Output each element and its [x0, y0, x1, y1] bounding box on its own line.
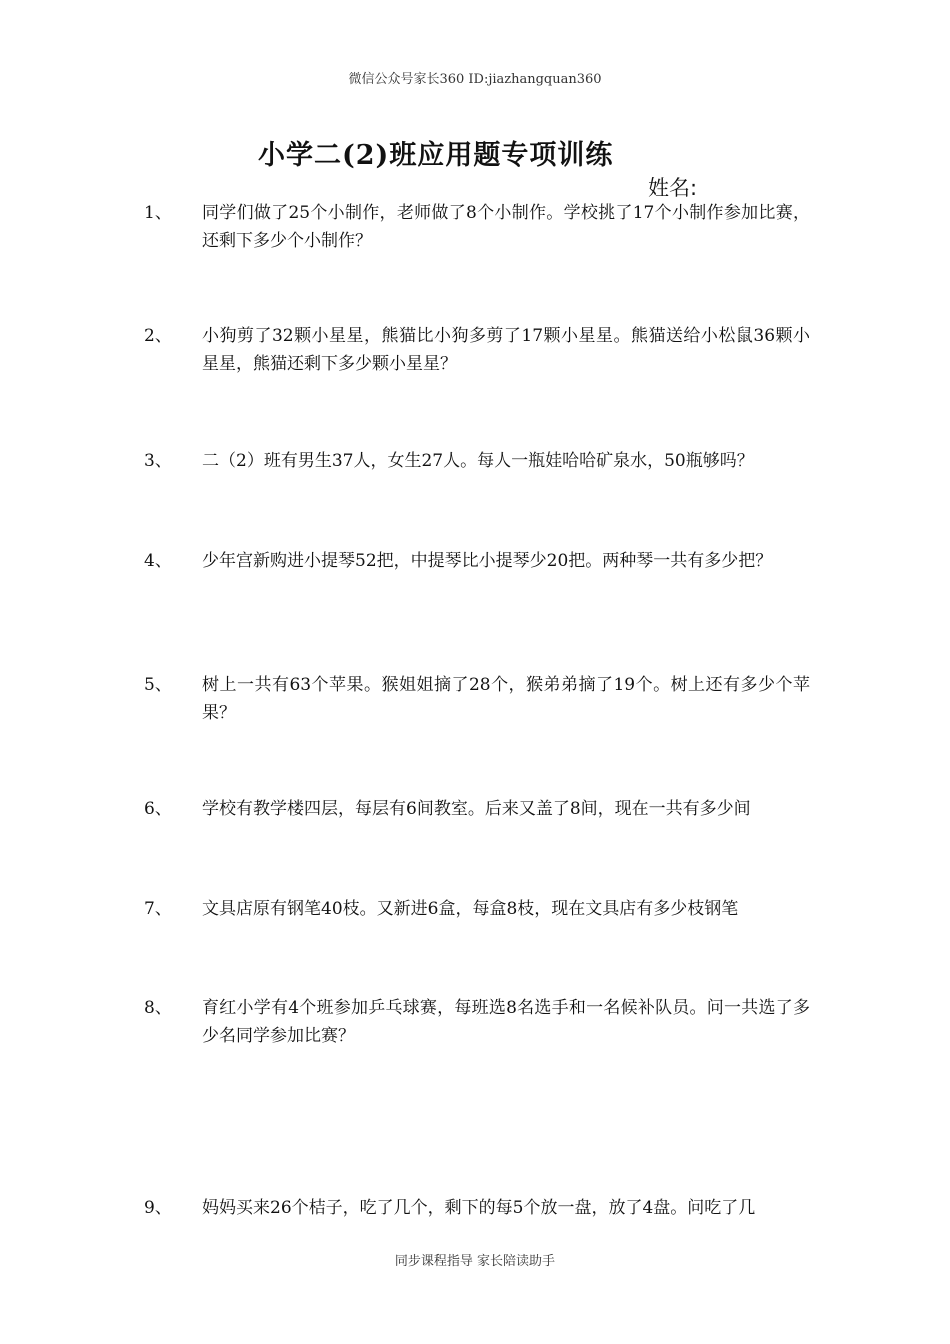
question-text: 小狗剪了32颗小星星，熊猫比小狗多剪了17颗小星星。熊猫送给小松鼠36颗小星星，熊猫还剩下多少颗小星星？: [202, 326, 810, 374]
question-text: 同学们做了25个小制作，老师做了8个小制作。学校挑了17个小制作参加比赛，还剩下多少个小制作？: [202, 203, 810, 251]
question-number: 9、: [144, 1198, 172, 1218]
name-label: 姓名:: [648, 176, 698, 200]
question-number: 5、: [144, 675, 172, 695]
question-number: 3、: [144, 451, 172, 471]
header-note: 微信公众号家长360 ID:jiazhangquan360: [348, 72, 602, 87]
question-number: 2、: [144, 326, 172, 346]
question-text: 二（2）班有男生37人，女生27人。每人一瓶娃哈哈矿泉水，50瓶够吗？: [202, 451, 754, 471]
question-number: 6、: [144, 799, 172, 819]
question-text: 文具店原有钢笔40枝。又新进6盒，每盒8枝，现在文具店有多少枝钢笔: [202, 899, 739, 919]
footer-note: 同步课程指导 家长陪读助手: [394, 1254, 556, 1269]
page-title: 小学二(2)班应用题专项训练: [258, 140, 614, 171]
question-text: 少年宫新购进小提琴52把，中提琴比小提琴少20把。两种琴一共有多少把？: [202, 551, 773, 571]
question-number: 8、: [144, 998, 172, 1018]
question-number: 7、: [144, 899, 172, 919]
question-text: 学校有教学楼四层，每层有6间教室。后来又盖了8间，现在一共有多少间: [202, 799, 751, 819]
question-text: 育红小学有4个班参加乒乓球赛，每班选8名选手和一名候补队员。问一共选了多少名同学参加比赛？: [202, 998, 810, 1046]
question-number: 1、: [144, 203, 172, 223]
question-number: 4、: [144, 551, 172, 571]
question-text: 树上一共有63个苹果。猴姐姐摘了28个，猴弟弟摘了19个。树上还有多少个苹果？: [202, 675, 810, 723]
question-text: 妈妈买来26个桔子，吃了几个，剩下的每5个放一盘，放了4盘。问吃了几: [202, 1198, 756, 1218]
